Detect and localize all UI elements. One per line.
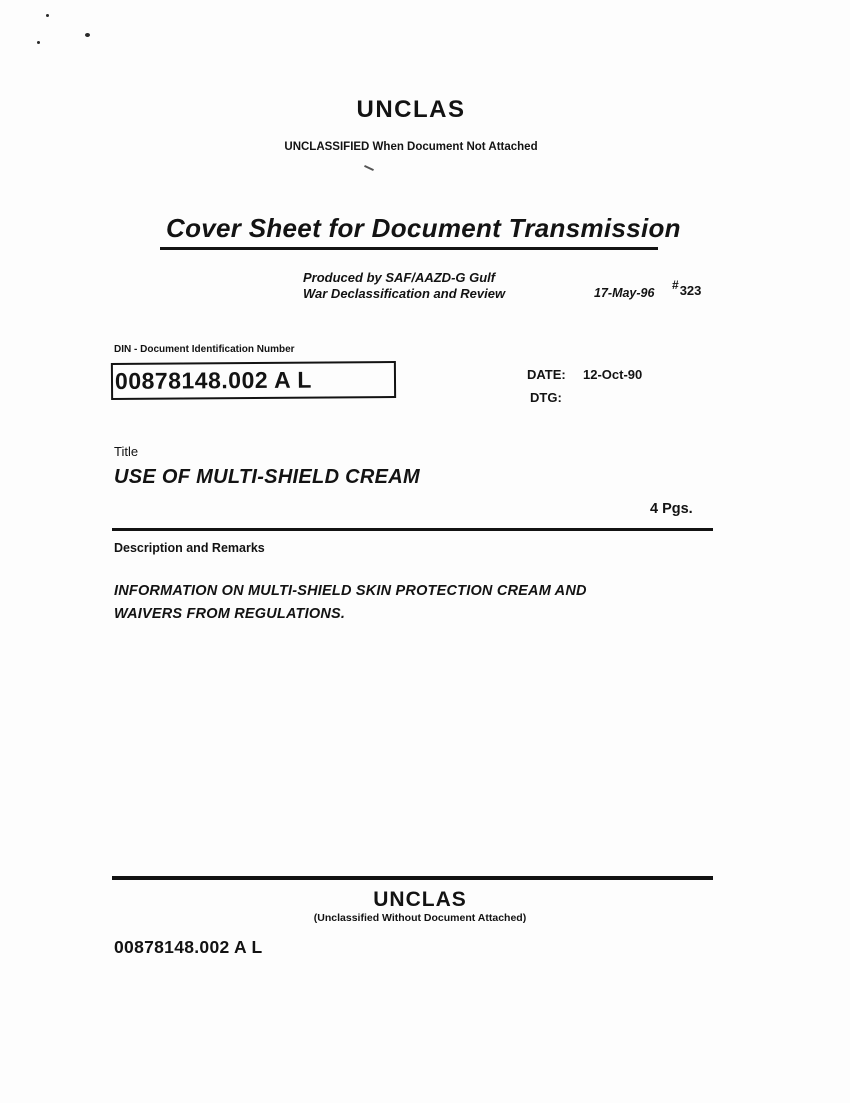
- classification-banner: UNCLAS: [356, 96, 466, 123]
- description-label: Description and Remarks: [114, 541, 265, 555]
- section-divider: [112, 528, 713, 531]
- title-underline: [160, 247, 658, 250]
- scan-artifact: [85, 33, 90, 37]
- scan-artifact: [46, 14, 49, 17]
- description-line-1: INFORMATION ON MULTI-SHIELD SKIN PROTECTION CREAM AND: [114, 583, 587, 599]
- produced-by-line-2: War Declassification and Review: [303, 286, 506, 301]
- document-title: USE OF MULTI-SHIELD CREAM: [114, 466, 421, 488]
- description-line-2: WAIVERS FROM REGULATIONS.: [114, 606, 346, 622]
- title-field-label: Title: [114, 444, 139, 459]
- footer-classification-note: (Unclassified Without Document Attached): [313, 912, 527, 924]
- number-symbol: #: [672, 278, 679, 292]
- din-value: 00878148.002 A L: [114, 366, 312, 394]
- footer-classification-banner: UNCLAS: [373, 888, 467, 911]
- scan-artifact: [364, 165, 374, 171]
- date-label: DATE:: [527, 367, 566, 382]
- date-value: 12-Oct-90: [583, 367, 643, 382]
- page-title: Cover Sheet for Document Transmission: [166, 213, 681, 243]
- footer-din-value: 00878148.002 A L: [114, 937, 263, 957]
- din-box: [111, 361, 396, 400]
- produced-by-line-1: Produced by SAF/AAZD-G Gulf: [303, 270, 496, 285]
- sheet-number-value: 323: [679, 283, 702, 298]
- footer-divider: [112, 876, 713, 880]
- page-count: 4 Pgs.: [650, 501, 693, 517]
- production-date: 17-May-96: [594, 286, 655, 300]
- classification-banner-note: UNCLASSIFIED When Document Not Attached: [284, 141, 538, 153]
- sheet-number: [672, 278, 702, 298]
- scan-artifact: [37, 41, 40, 44]
- dtg-label: DTG:: [530, 390, 562, 405]
- din-label: DIN - Document Identification Number: [114, 344, 295, 355]
